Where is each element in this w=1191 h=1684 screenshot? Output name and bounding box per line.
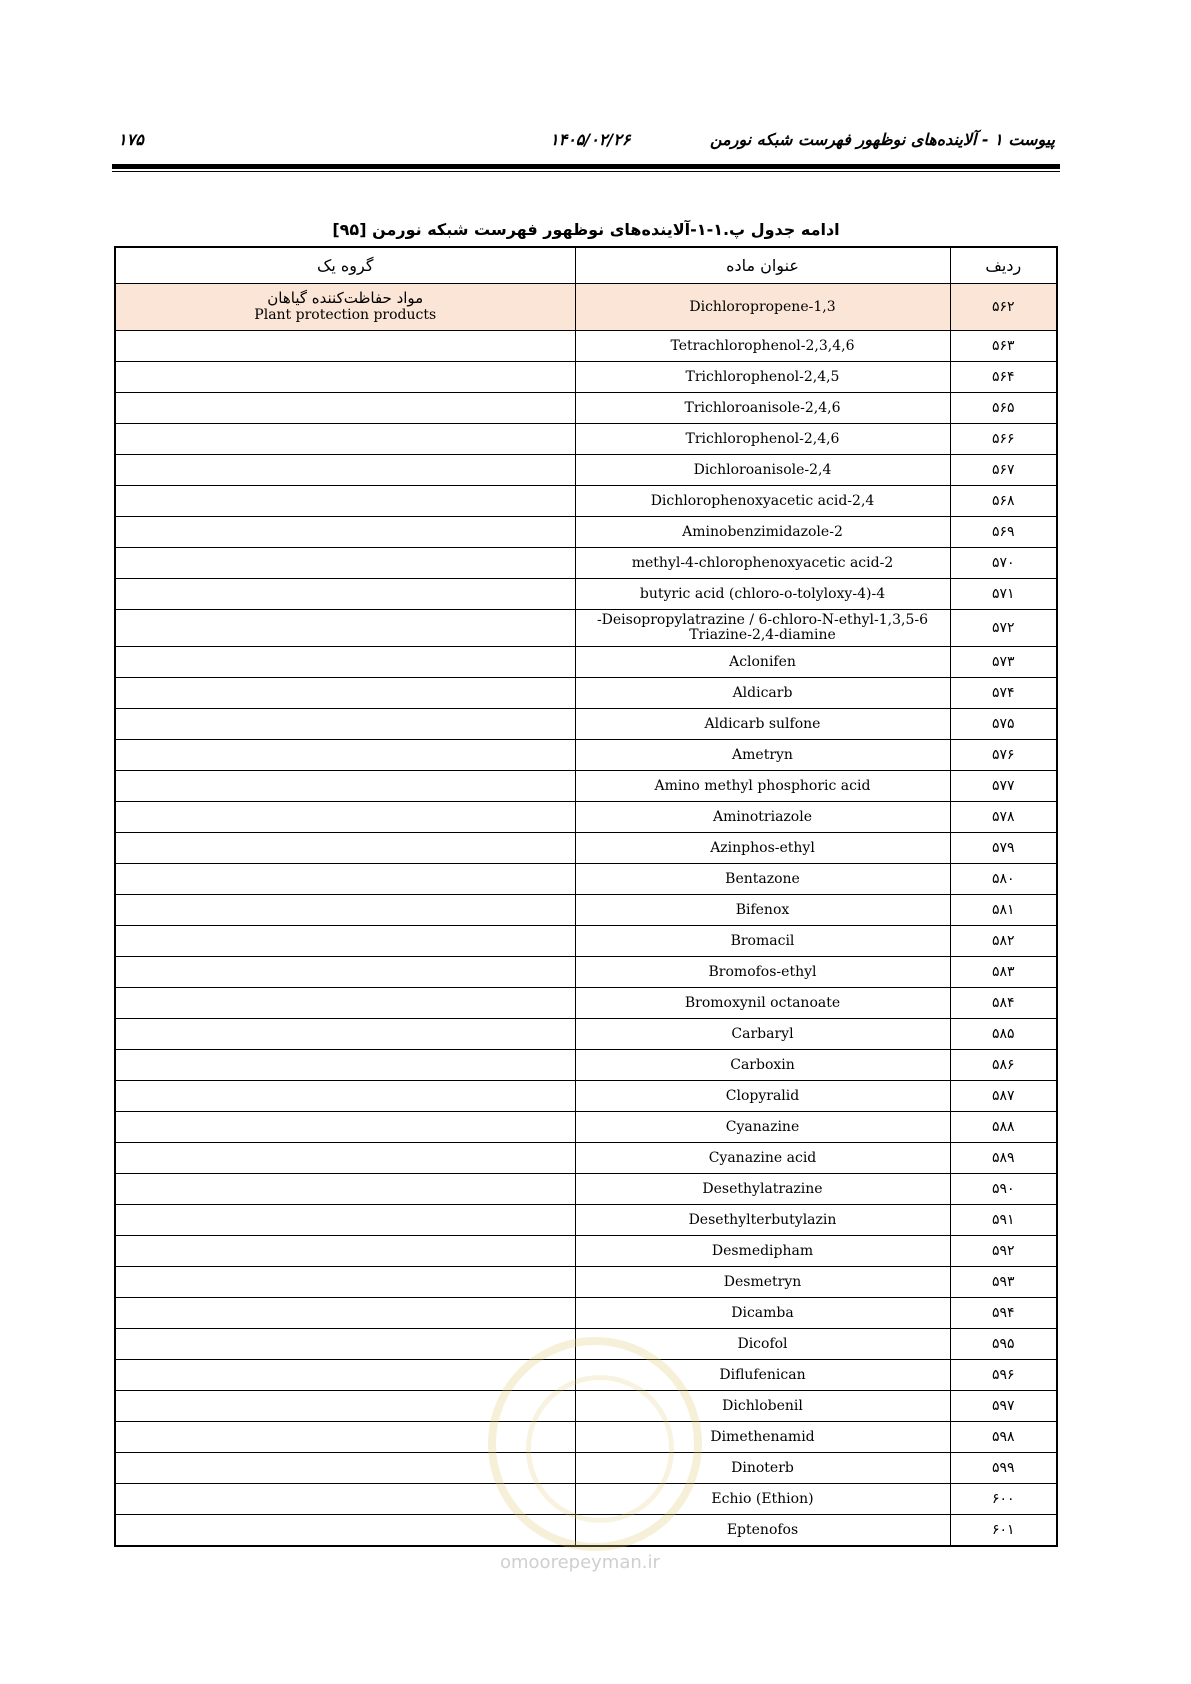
table-row (115, 988, 1057, 1019)
row-number: ۵۹۵ (950, 1329, 1057, 1360)
substance-name: 2,3,4,6-Tetrachlorophenol (575, 331, 950, 362)
table-row (115, 926, 1057, 957)
substance-name: Echio (Ethion) (575, 1484, 950, 1515)
group-label-en: Plant protection products (254, 307, 437, 323)
row-number: ۵۸۱ (950, 895, 1057, 926)
substance-name: Bromofos-ethyl (575, 957, 950, 988)
table-row (115, 678, 1057, 709)
row-number: ۵۷۱ (950, 579, 1057, 610)
table-row (115, 1112, 1057, 1143)
row-number: ۵۶۶ (950, 424, 1057, 455)
row-number: ۵۸۹ (950, 1143, 1057, 1174)
table-row (115, 610, 1057, 647)
running-header-title: پیوست ۱ - آلاینده‌های نوظهور فهرست شبکه نورمن (710, 130, 1055, 149)
row-number: ۵۷۹ (950, 833, 1057, 864)
table-row (115, 1205, 1057, 1236)
row-number: ۵۸۳ (950, 957, 1057, 988)
row-number: ۵۶۳ (950, 331, 1057, 362)
table-body (115, 284, 1057, 1547)
table-row (115, 1422, 1057, 1453)
table-row (115, 1360, 1057, 1391)
running-header-date: ۱۴۰۵/۰۲/۲۶ (550, 130, 631, 149)
row-number: ۵۸۸ (950, 1112, 1057, 1143)
group-cell (115, 284, 575, 331)
substance-name: Desmedipham (575, 1236, 950, 1267)
table-row (115, 740, 1057, 771)
substance-name: Desethylatrazine (575, 1174, 950, 1205)
group-cell (115, 548, 575, 579)
group-cell (115, 1050, 575, 1081)
row-number: ۵۶۵ (950, 393, 1057, 424)
header-group: گروه یک (115, 247, 575, 284)
table-row (115, 284, 1057, 331)
row-number: ۶۰۱ (950, 1515, 1057, 1547)
substance-name: Aclonifen (575, 647, 950, 678)
group-cell (115, 517, 575, 548)
table-header-row (115, 247, 1057, 284)
row-number: ۵۸۶ (950, 1050, 1057, 1081)
substance-name: Bromacil (575, 926, 950, 957)
row-number: ۵۸۴ (950, 988, 1057, 1019)
group-cell (115, 1329, 575, 1360)
table-row (115, 895, 1057, 926)
row-number: ۵۹۹ (950, 1453, 1057, 1484)
substance-name-line1: 6-Deisopropylatrazine / 6-chloro-N-ethyl-1,3,5- (596, 612, 929, 628)
substance-name-line2: Triazine-2,4-diamine (689, 627, 836, 643)
group-cell (115, 424, 575, 455)
table-row (115, 393, 1057, 424)
group-cell (115, 1174, 575, 1205)
substance-name (575, 610, 950, 647)
table-row (115, 1515, 1057, 1547)
substance-name: Aldicarb sulfone (575, 709, 950, 740)
row-number: ۵۹۱ (950, 1205, 1057, 1236)
substance-name: Ametryn (575, 740, 950, 771)
table-row (115, 1484, 1057, 1515)
watermark-url: omoorepeyman.ir (500, 1552, 660, 1573)
header-rule (112, 164, 1060, 169)
table-row (115, 548, 1057, 579)
row-number: ۶۰۰ (950, 1484, 1057, 1515)
group-cell (115, 1515, 575, 1547)
substance-name: 2,4-Dichlorophenoxyacetic acid (575, 486, 950, 517)
substance-name: Desethylterbutylazin (575, 1205, 950, 1236)
row-number: ۵۶۷ (950, 455, 1057, 486)
substance-name: Desmetryn (575, 1267, 950, 1298)
page-number: ۱۷۵ (118, 130, 144, 149)
substance-name: Eptenofos (575, 1515, 950, 1547)
row-number: ۵۶۴ (950, 362, 1057, 393)
table-row (115, 1267, 1057, 1298)
table-row (115, 486, 1057, 517)
group-cell (115, 895, 575, 926)
table-row (115, 1453, 1057, 1484)
row-number: ۵۸۷ (950, 1081, 1057, 1112)
group-cell (115, 1205, 575, 1236)
table-row (115, 579, 1057, 610)
contaminants-table (114, 246, 1058, 1547)
table-row (115, 1081, 1057, 1112)
substance-name: Cyanazine (575, 1112, 950, 1143)
row-number: ۵۸۵ (950, 1019, 1057, 1050)
group-cell (115, 740, 575, 771)
row-number: ۵۷۸ (950, 802, 1057, 833)
substance-name: Amino methyl phosphoric acid (575, 771, 950, 802)
table-row (115, 331, 1057, 362)
row-number: ۵۷۴ (950, 678, 1057, 709)
substance-name: Dicamba (575, 1298, 950, 1329)
substance-name: Carbaryl (575, 1019, 950, 1050)
group-cell (115, 647, 575, 678)
group-cell (115, 579, 575, 610)
row-number: ۵۹۳ (950, 1267, 1057, 1298)
table-row (115, 424, 1057, 455)
row-number: ۵۶۲ (950, 284, 1057, 331)
substance-name: 1,3-Dichloropropene (575, 284, 950, 331)
group-cell (115, 1236, 575, 1267)
row-number: ۵۷۰ (950, 548, 1057, 579)
group-cell (115, 1484, 575, 1515)
substance-name: Aminotriazole (575, 802, 950, 833)
table-row (115, 957, 1057, 988)
row-number: ۵۷۲ (950, 610, 1057, 647)
group-cell (115, 1143, 575, 1174)
substance-name: 2-methyl-4-chlorophenoxyacetic acid (575, 548, 950, 579)
group-cell (115, 393, 575, 424)
group-cell (115, 709, 575, 740)
header-row-no: ردیف (950, 247, 1057, 284)
table-row (115, 1143, 1057, 1174)
table-row (115, 1174, 1057, 1205)
group-cell (115, 362, 575, 393)
row-number: ۵۹۶ (950, 1360, 1057, 1391)
group-cell (115, 926, 575, 957)
table-row (115, 1329, 1057, 1360)
substance-name: Dicofol (575, 1329, 950, 1360)
row-number: ۵۹۴ (950, 1298, 1057, 1329)
substance-name: Azinphos-ethyl (575, 833, 950, 864)
table-caption: ادامه جدول پ.۱-۱-آلاینده‌های نوظهور فهرست شبکه نورمن [۹۵] (332, 220, 840, 239)
substance-name: Cyanazine acid (575, 1143, 950, 1174)
table-row (115, 1391, 1057, 1422)
row-number: ۵۹۲ (950, 1236, 1057, 1267)
group-cell (115, 1422, 575, 1453)
group-cell (115, 1019, 575, 1050)
table-row (115, 833, 1057, 864)
table-row (115, 647, 1057, 678)
table-row (115, 771, 1057, 802)
row-number: ۵۹۷ (950, 1391, 1057, 1422)
group-label-fa: مواد حفاظت‌کننده گیاهان (267, 289, 424, 307)
substance-name: Bifenox (575, 895, 950, 926)
header-substance: عنوان ماده (575, 247, 950, 284)
substance-name: 2,4,5-Trichlorophenol (575, 362, 950, 393)
table-row (115, 455, 1057, 486)
group-cell (115, 864, 575, 895)
row-number: ۵۷۵ (950, 709, 1057, 740)
row-number: ۵۶۸ (950, 486, 1057, 517)
group-cell (115, 957, 575, 988)
group-cell (115, 988, 575, 1019)
group-cell (115, 678, 575, 709)
group-cell (115, 1081, 575, 1112)
group-cell (115, 1267, 575, 1298)
group-cell (115, 1453, 575, 1484)
table-row (115, 864, 1057, 895)
table-row (115, 1236, 1057, 1267)
group-cell (115, 610, 575, 647)
row-number: ۵۷۶ (950, 740, 1057, 771)
substance-name: Clopyralid (575, 1081, 950, 1112)
substance-name: 2,4,6-Trichlorophenol (575, 424, 950, 455)
table-row (115, 517, 1057, 548)
group-cell (115, 771, 575, 802)
group-cell (115, 802, 575, 833)
header-rule-thin (112, 171, 1060, 172)
substance-name: Bentazone (575, 864, 950, 895)
substance-name: 2-Aminobenzimidazole (575, 517, 950, 548)
substance-name: Diflufenican (575, 1360, 950, 1391)
substance-name: Carboxin (575, 1050, 950, 1081)
group-cell (115, 486, 575, 517)
group-cell (115, 1112, 575, 1143)
table-row (115, 1050, 1057, 1081)
substance-name: Bromoxynil octanoate (575, 988, 950, 1019)
row-number: ۵۷۳ (950, 647, 1057, 678)
table-row (115, 709, 1057, 740)
substance-name: 4-(4-chloro-o-tolyloxy) butyric acid (575, 579, 950, 610)
group-cell (115, 1360, 575, 1391)
group-cell (115, 833, 575, 864)
substance-name: 2,4-Dichloroanisole (575, 455, 950, 486)
substance-name: Dichlobenil (575, 1391, 950, 1422)
substance-name: Dimethenamid (575, 1422, 950, 1453)
substance-name: 2,4,6-Trichloroanisole (575, 393, 950, 424)
group-cell (115, 455, 575, 486)
substance-name: Aldicarb (575, 678, 950, 709)
row-number: ۵۹۰ (950, 1174, 1057, 1205)
group-cell (115, 331, 575, 362)
row-number: ۵۷۷ (950, 771, 1057, 802)
row-number: ۵۸۰ (950, 864, 1057, 895)
table-row (115, 362, 1057, 393)
group-cell (115, 1298, 575, 1329)
row-number: ۵۹۸ (950, 1422, 1057, 1453)
group-cell (115, 1391, 575, 1422)
row-number: ۵۸۲ (950, 926, 1057, 957)
table-row (115, 1298, 1057, 1329)
row-number: ۵۶۹ (950, 517, 1057, 548)
table-row (115, 802, 1057, 833)
table-row (115, 1019, 1057, 1050)
substance-name: Dinoterb (575, 1453, 950, 1484)
